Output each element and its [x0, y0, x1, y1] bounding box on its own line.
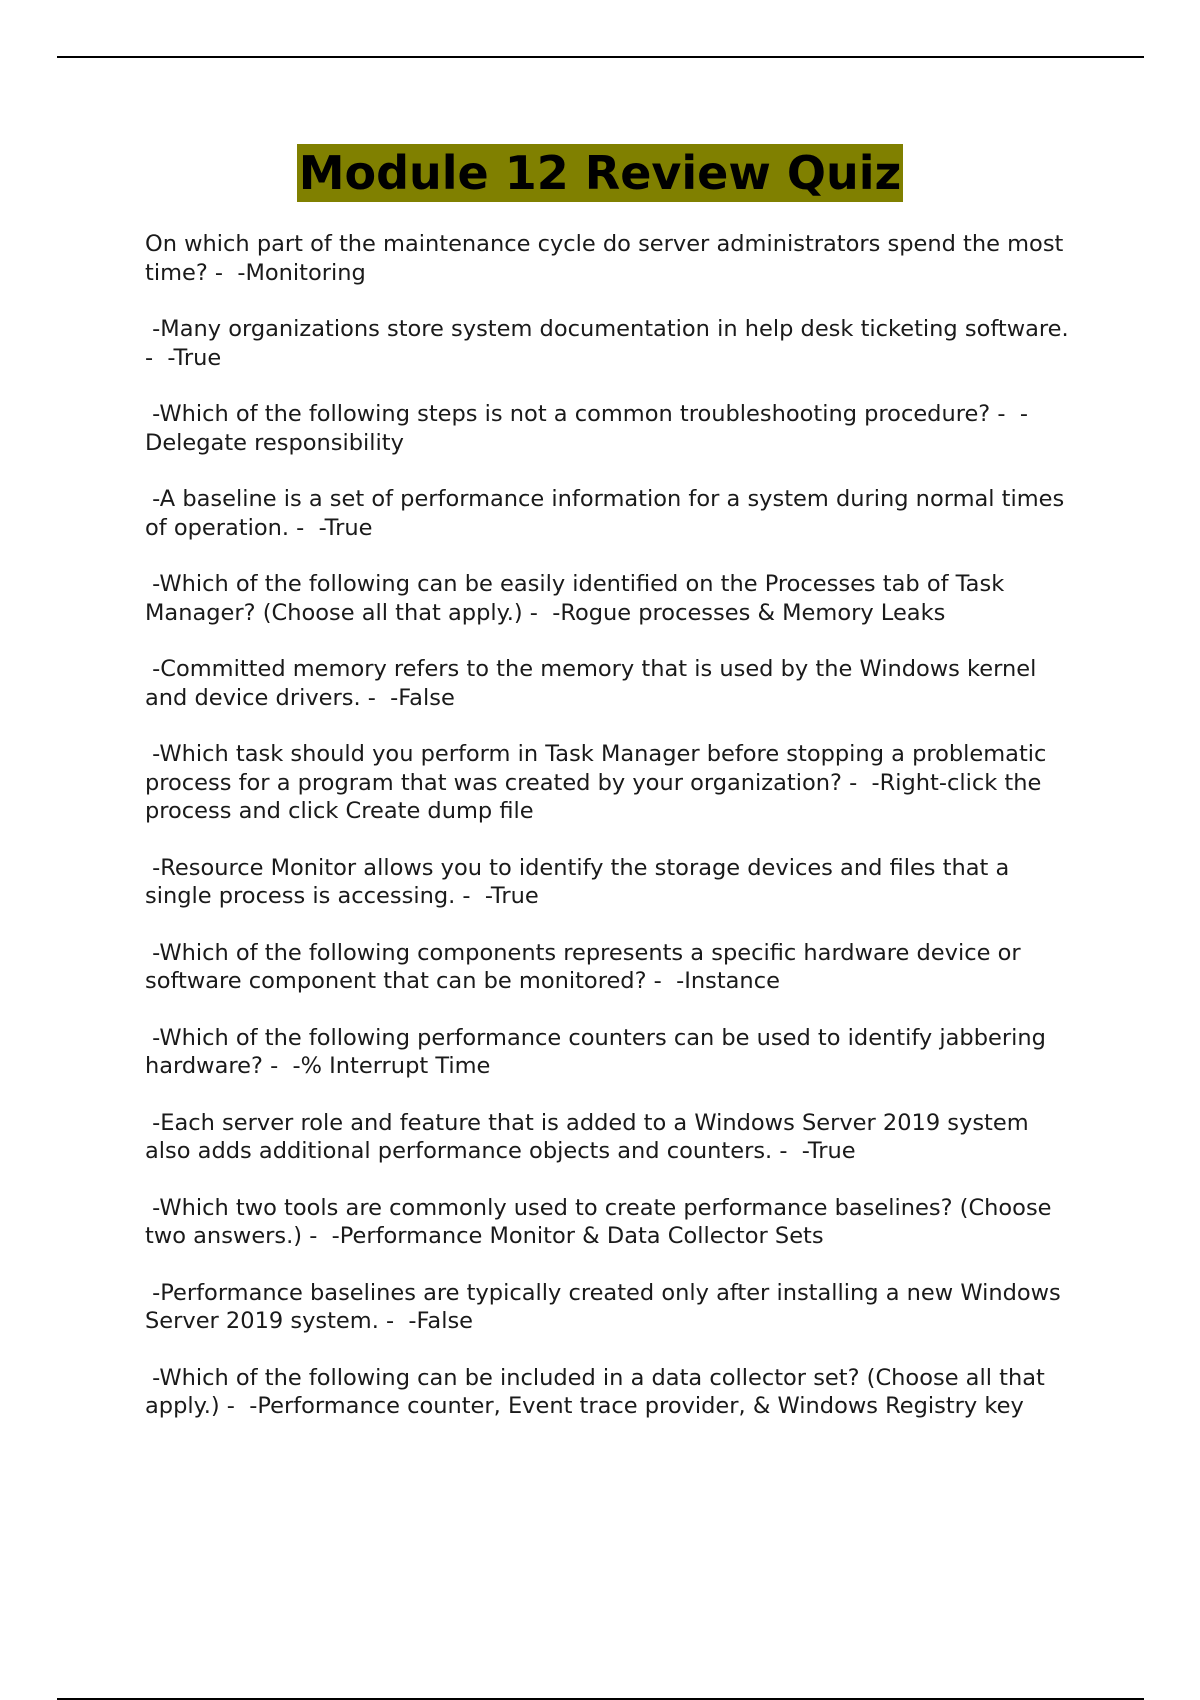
qa-item: -Resource Monitor allows you to identify the storage devices and files that a single process is accessing. - -True — [145, 854, 1017, 909]
qa-item: -Which of the following can be included in a data collector set? (Choose all that apply.) - -Performance counter, Event trace provider, & Windows Registry key — [145, 1364, 1052, 1419]
qa-item: -Which of the following components represents a specific hardware device or software component that can be monitored? - -Instance — [145, 939, 1028, 994]
qa-item: -Committed memory refers to the memory that is used by the Windows kernel and device drivers. - -False — [145, 656, 1044, 711]
qa-list — [145, 230, 1080, 1449]
qa-item: -Which two tools are commonly used to create performance baselines? (Choose two answers.) - -Performance Monitor & Data Collector Sets — [145, 1194, 1059, 1249]
qa-item: -Each server role and feature that is added to a Windows Server 2019 system also adds additional performance objects and counters. - -True — [145, 1109, 1036, 1164]
page-title: Module 12 Review Quiz — [298, 146, 902, 200]
qa-item: -Which of the following can be easily identified on the Processes tab of Task Manager? (Choose all that apply.) - -Rogue processes & Memory Leaks — [145, 571, 1012, 626]
qa-item: -Performance baselines are typically created only after installing a new Windows Server 2019 system. - -False — [145, 1279, 1068, 1334]
qa-item: -Which task should you perform in Task Manager before stopping a problematic process for a program that was created by your organization? - -Right-click the process and click Create dump file — [145, 741, 1054, 824]
qa-item: -Which of the following performance counters can be used to identify jabbering hardware? - -% Interrupt Time — [145, 1024, 1054, 1079]
qa-item: On which part of the maintenance cycle do server administrators spend the most time? - -Monitoring — [145, 231, 1071, 286]
qa-item: -Which of the following steps is not a common troubleshooting procedure? - -Delegate responsibility — [145, 401, 1028, 456]
qa-item: -A baseline is a set of performance information for a system during normal times of operation. - -True — [145, 486, 1072, 541]
top-rule — [57, 56, 1144, 58]
title-container — [0, 144, 1200, 202]
qa-item: -Many organizations store system documentation in help desk ticketing software. - -True — [145, 316, 1076, 371]
